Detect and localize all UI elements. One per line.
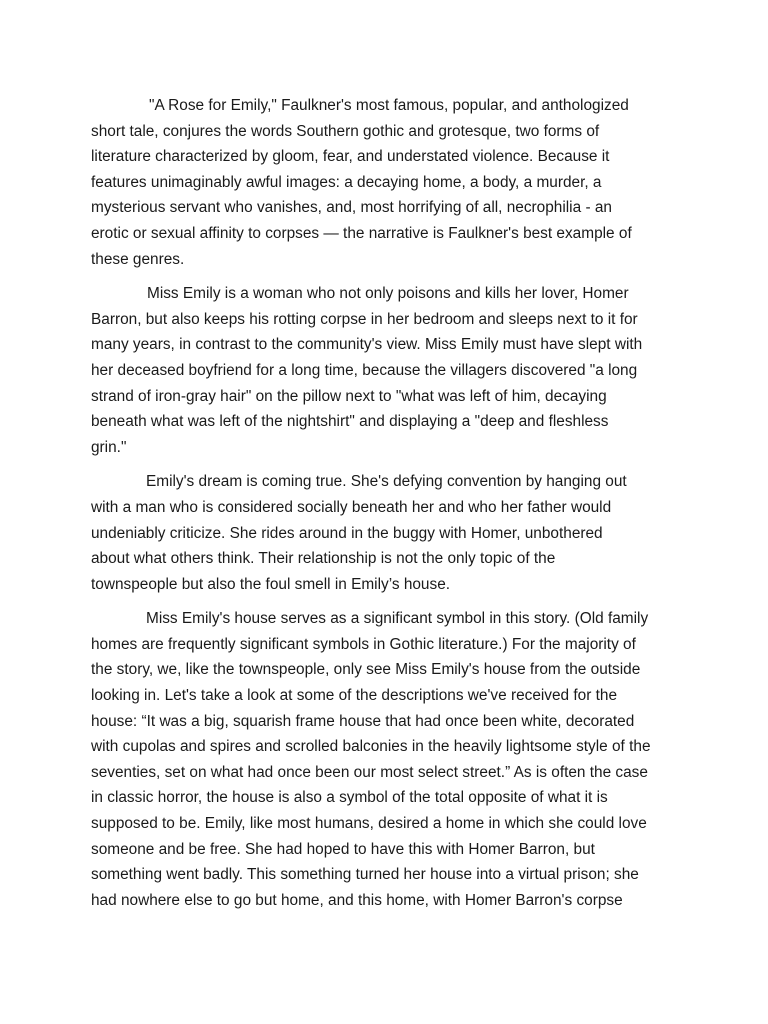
text-line: undeniably criticize. She rides around in the buggy with Homer, unbothered xyxy=(91,524,603,542)
text-line: homes are frequently significant symbols in Gothic literature.) For the majority of xyxy=(91,635,636,653)
text-line: erotic or sexual affinity to corpses — the narrative is Faulkner's best example of xyxy=(91,224,632,242)
paragraph-3 xyxy=(91,469,683,597)
text-line: grin." xyxy=(91,438,127,456)
text-line: something went badly. This something turned her house into a virtual prison; she xyxy=(91,866,639,884)
text-line: "A Rose for Emily," Faulkner's most famous, popular, and anthologized xyxy=(149,97,629,114)
text-line: the story, we, like the townspeople, only see Miss Emily's house from the outside xyxy=(91,661,641,679)
text-line: townspeople but also the foul smell in Emily’s house. xyxy=(91,575,451,593)
paragraph-2 xyxy=(91,281,683,460)
text-line: Miss Emily's house serves as a significant symbol in this story. (Old family xyxy=(146,610,649,628)
text-line: supposed to be. Emily, like most humans, desired a home in which she could love xyxy=(91,815,647,833)
text-line: looking in. Let's take a look at some of the descriptions we've received for the xyxy=(91,687,618,705)
text-line: someone and be free. She had hoped to have this with Homer Barron, but xyxy=(91,840,595,858)
document-body xyxy=(91,93,683,922)
text-line: strand of iron-gray hair" on the pillow next to "what was left of him, decaying xyxy=(91,387,607,405)
text-line: mysterious servant who vanishes, and, most horrifying of all, necrophilia - an xyxy=(91,199,612,217)
text-line: her deceased boyfriend for a long time, because the villagers discovered "a long xyxy=(91,361,638,379)
text-line: had nowhere else to go but home, and this home, with Homer Barron's corpse xyxy=(91,891,623,909)
text-line: many years, in contrast to the community's view. Miss Emily must have slept with xyxy=(91,336,643,354)
paragraph-1 xyxy=(91,93,683,272)
paragraph-4 xyxy=(91,606,683,913)
text-line: seventies, set on what had once been our most select street.” As is often the case xyxy=(91,763,648,781)
text-line: Emily's dream is coming true. She's defying convention by hanging out xyxy=(146,473,627,491)
text-line: these genres. xyxy=(91,250,185,268)
text-line: with a man who is considered socially beneath her and who her father would xyxy=(91,498,612,516)
text-line: short tale, conjures the words Southern gothic and grotesque, two forms of xyxy=(91,122,600,140)
text-line: with cupolas and spires and scrolled balconies in the heavily lightsome style of the xyxy=(91,738,651,756)
text-line: in classic horror, the house is also a symbol of the total opposite of what it is xyxy=(91,789,608,807)
text-line: features unimaginably awful images: a decaying home, a body, a murder, a xyxy=(91,173,602,191)
text-line: Miss Emily is a woman who not only poisons and kills her lover, Homer xyxy=(147,285,629,303)
text-line: beneath what was left of the nightshirt" and displaying a "deep and fleshless xyxy=(91,413,609,431)
text-line: Barron, but also keeps his rotting corpse in her bedroom and sleeps next to it for xyxy=(91,310,638,328)
text-line: about what others think. Their relationship is not the only topic of the xyxy=(91,550,556,568)
text-line: house: “It was a big, squarish frame house that had once been white, decorated xyxy=(91,712,635,730)
text-line: literature characterized by gloom, fear, and understated violence. Because it xyxy=(91,148,610,166)
